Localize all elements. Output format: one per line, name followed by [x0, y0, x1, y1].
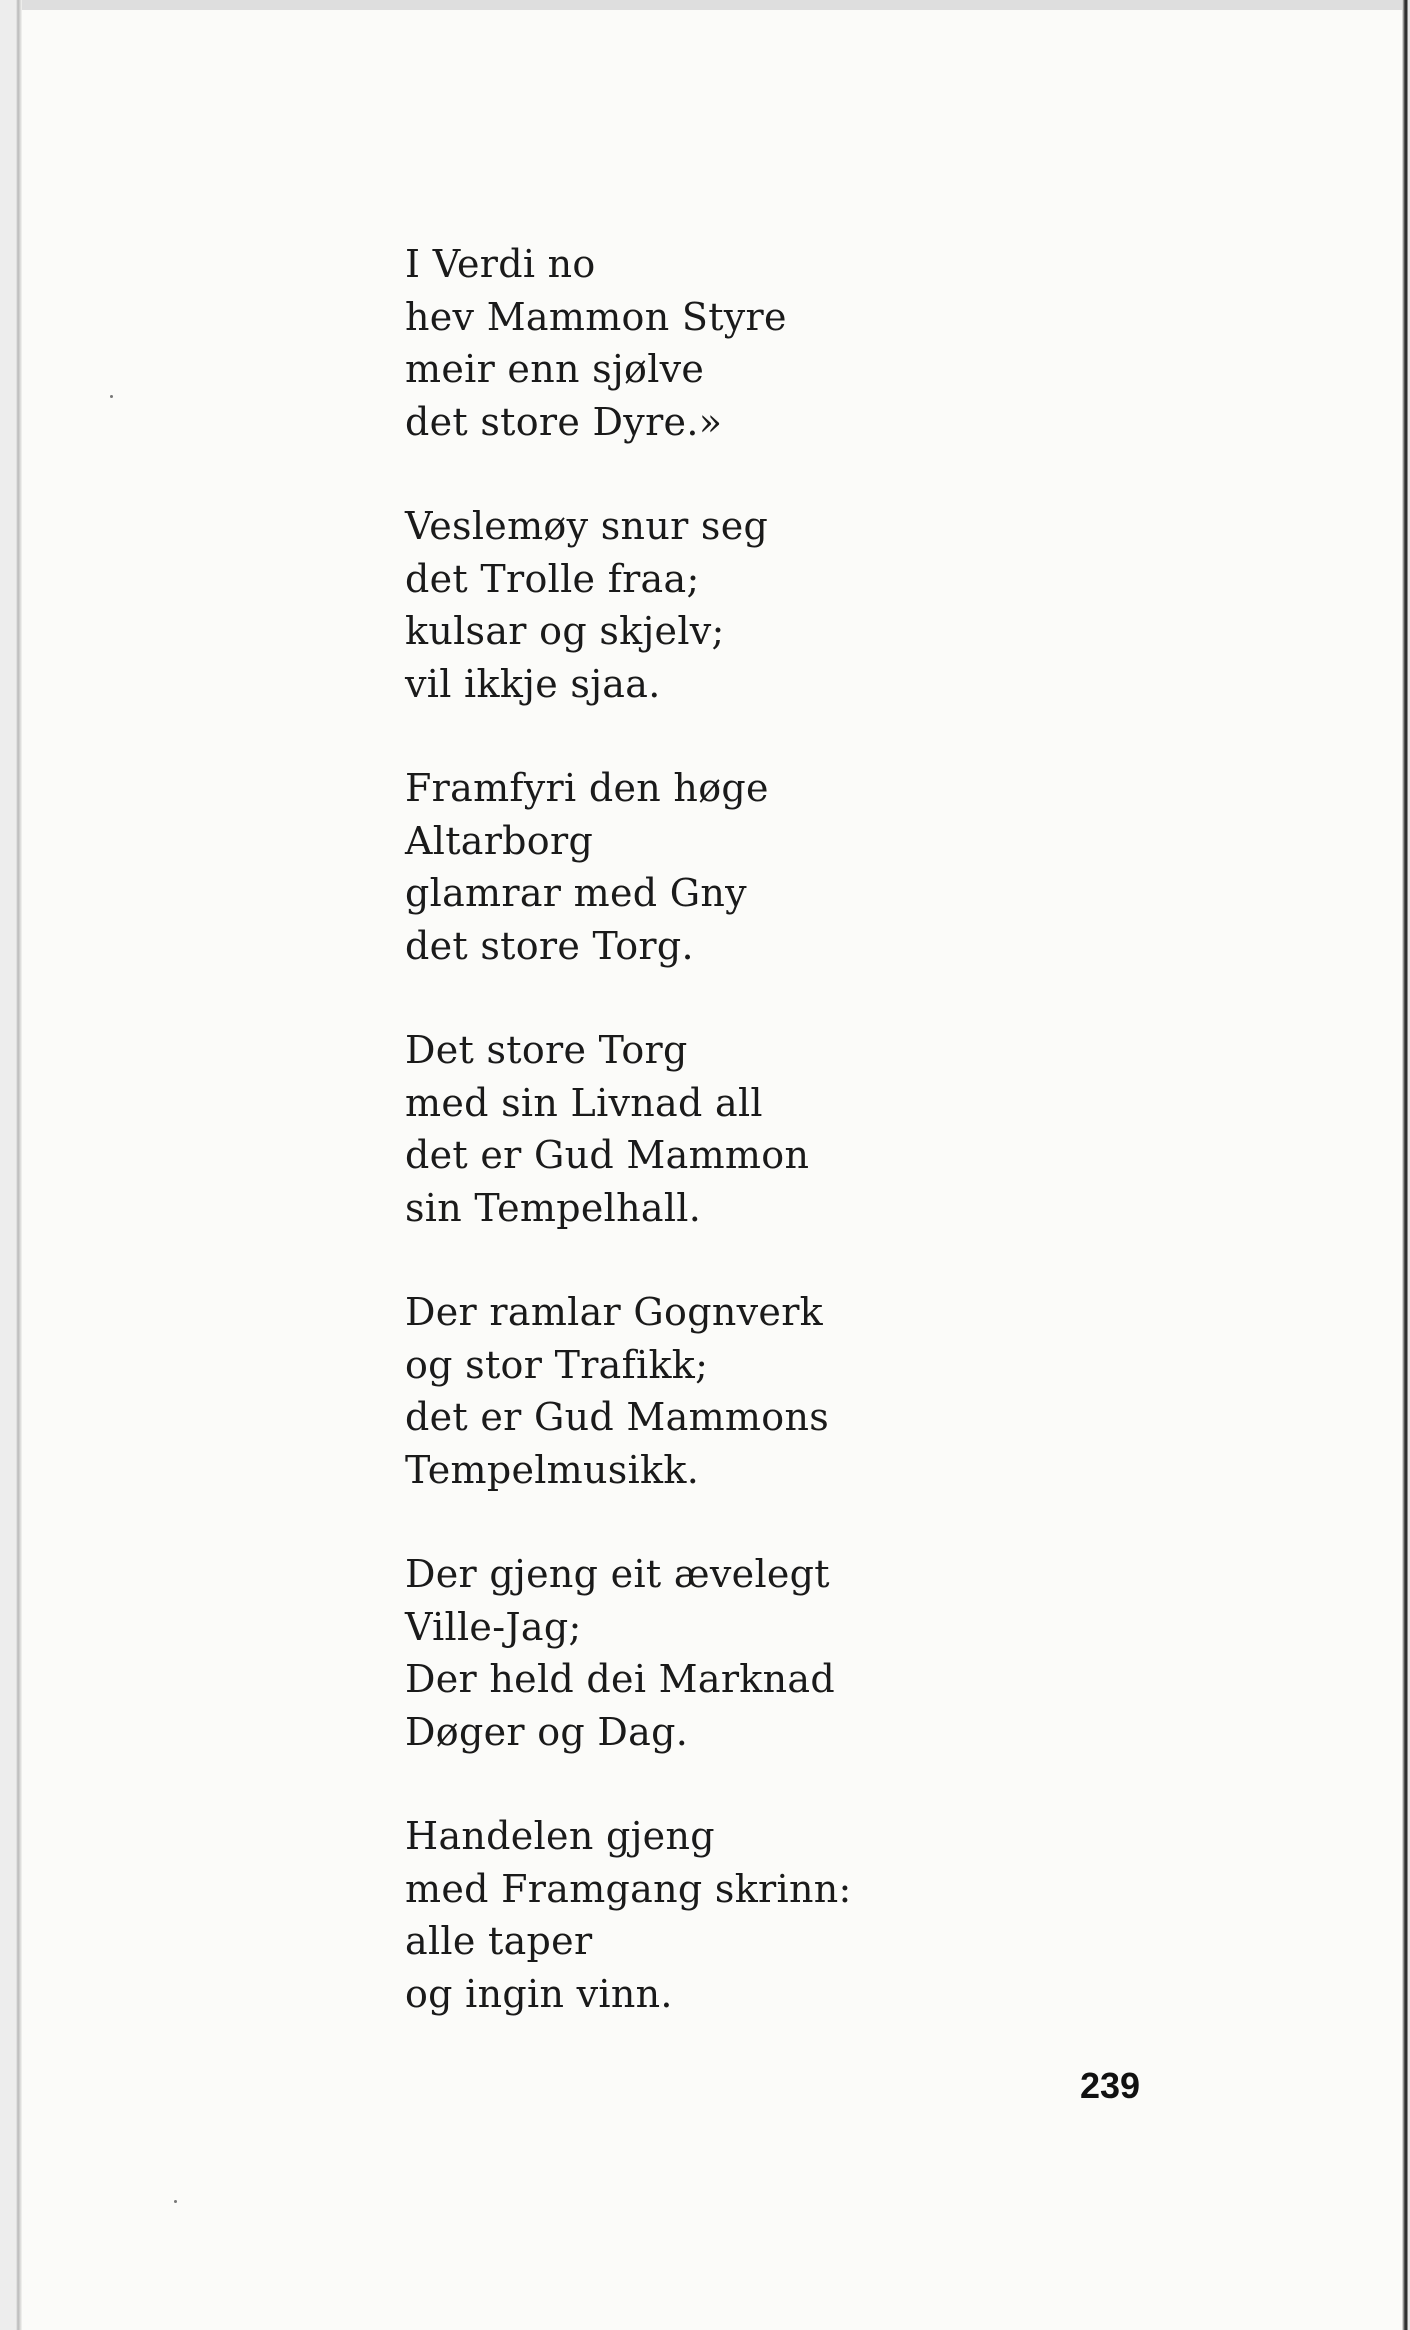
poem-line: det er Gud Mammons [405, 1395, 830, 1439]
poem-line: Handelen gjeng [405, 1814, 715, 1858]
stanza [405, 238, 1125, 448]
stanza [405, 1286, 1125, 1496]
scan-top-edge [0, 0, 1410, 10]
poem-line: I Verdi no [405, 242, 596, 286]
poem-line: det er Gud Mammon [405, 1133, 810, 1177]
poem-line: Ville-Jag; [405, 1604, 582, 1649]
stanza [405, 1024, 1125, 1234]
poem-line: meir enn sjølve [405, 347, 705, 391]
poem-line: vil ikkje sjaa. [405, 661, 661, 706]
poem-line: med sin Livnad all [405, 1080, 763, 1125]
page-number: 239 [1080, 2065, 1141, 2106]
poem-line: sin Tempelhall. [405, 1185, 702, 1230]
poem-text [405, 238, 1125, 2072]
stanza [405, 1548, 1125, 1758]
poem-line: Døger og Dag. [405, 1709, 689, 1754]
poem-line: alle taper [405, 1919, 593, 1963]
poem-line: Der ramlar Gognverk [405, 1290, 823, 1334]
poem-line: glamrar med Gny [405, 871, 747, 915]
poem-line: det store Dyre.» [405, 399, 723, 444]
poem-line: Der held dei Marknad [405, 1657, 835, 1701]
poem-line: Framfyri den høge [405, 766, 769, 810]
poem-line: Det store Torg [405, 1028, 688, 1072]
stanza [405, 1810, 1125, 2020]
poem-line: og ingin vinn. [405, 1971, 673, 2016]
stanza [405, 762, 1125, 972]
scan-left-edge [0, 0, 22, 2330]
poem-line: Der gjeng eit ævelegt [405, 1552, 830, 1596]
poem-line: hev Mammon Styre [405, 294, 787, 339]
poem-line: det store Torg. [405, 923, 694, 968]
poem-line: og stor Trafikk; [405, 1342, 709, 1387]
poem-line: Veslemøy snur seg [405, 504, 769, 548]
poem-line: det Trolle fraa; [405, 556, 700, 601]
poem-line: Tempelmusikk. [405, 1447, 700, 1492]
poem-line: med Framgang skrinn: [405, 1866, 852, 1911]
scan-right-edge [1402, 0, 1410, 2330]
paper-speck [110, 395, 113, 398]
poem-line: Altarborg [405, 818, 594, 863]
paper-speck [174, 2200, 177, 2203]
stanza [405, 500, 1125, 710]
poem-line: kulsar og skjelv; [405, 609, 725, 653]
